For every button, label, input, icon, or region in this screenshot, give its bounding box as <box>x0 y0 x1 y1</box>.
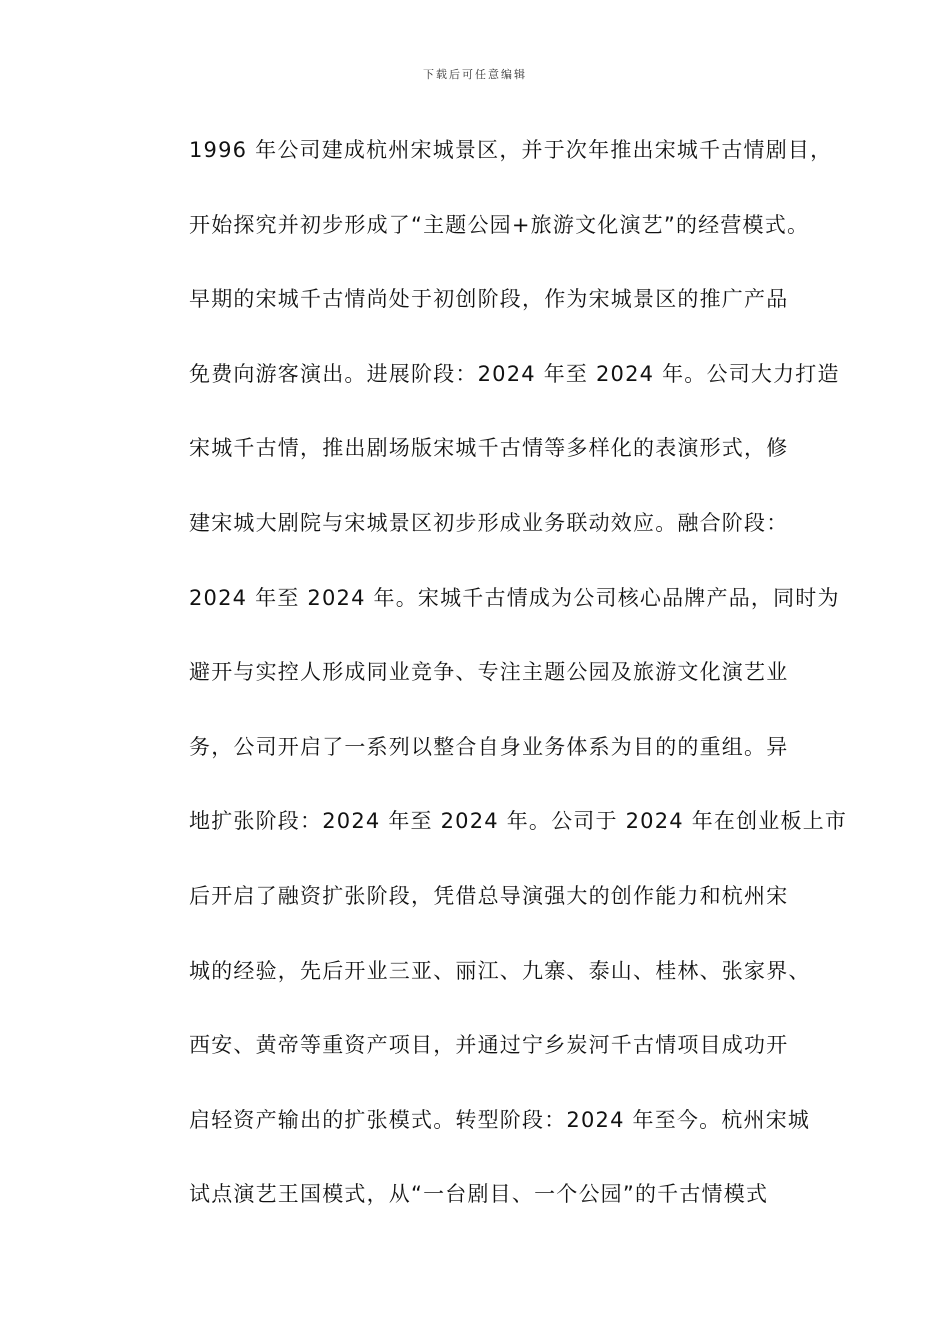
text-line: 后开启了融资扩张阶段，凭借总导演强大的创作能力和杭州宋 <box>189 883 789 908</box>
text-line: 地扩张阶段：2024 年至 2024 年。公司于 2024 年在创业板上市 <box>189 809 848 834</box>
page-header: 下载后可任意编辑 <box>423 68 527 81</box>
text-line: 1996 年公司建成杭州宋城景区，并于次年推出宋城千古情剧目， <box>189 138 833 162</box>
text-line: 务，公司开启了一系列以整合自身业务体系为目的的重组。异 <box>189 734 789 759</box>
text-line: 西安、黄帝等重资产项目，并通过宁乡炭河千古情项目成功开 <box>189 1033 789 1058</box>
text-line: 试点演艺王国模式，从“一台剧目、一个公园”的千古情模式 <box>189 1182 769 1207</box>
text-line: 宋城千古情，推出剧场版宋城千古情等多样化的表演形式，修 <box>189 436 789 461</box>
text-line: 避开与实控人形成同业竞争、专注主题公园及旅游文化演艺业 <box>189 660 789 685</box>
text-line: 早期的宋城千古情尚处于初创阶段，作为宋城景区的推广产品 <box>189 287 789 312</box>
body-text <box>189 128 848 1247</box>
text-line: 启轻资产输出的扩张模式。转型阶段：2024 年至今。杭州宋城 <box>189 1107 811 1132</box>
text-line: 建宋城大剧院与宋城景区初步形成业务联动效应。融合阶段： <box>189 510 789 535</box>
text-line: 免费向游客演出。进展阶段：2024 年至 2024 年。公司大力打造 <box>189 361 840 386</box>
text-line: 2024 年至 2024 年。宋城千古情成为公司核心品牌产品，同时为 <box>189 585 840 610</box>
text-line: 城的经验，先后开业三亚、丽江、九寨、泰山、桂林、张家界、 <box>189 958 811 983</box>
text-line: 开始探究并初步形成了“主题公园+旅游文化演艺”的经营模式。 <box>189 212 810 237</box>
